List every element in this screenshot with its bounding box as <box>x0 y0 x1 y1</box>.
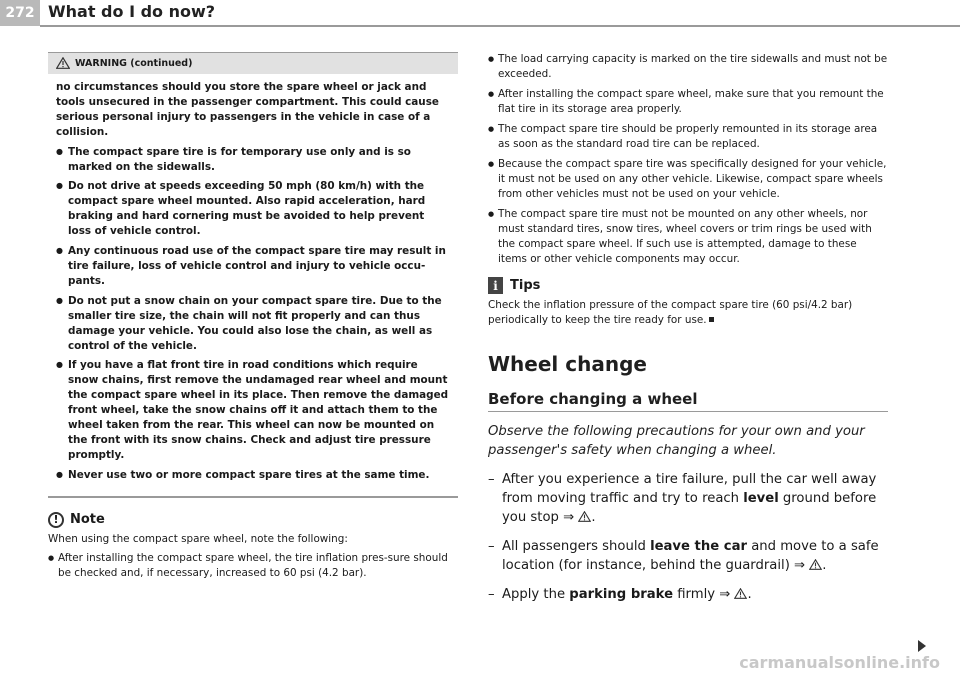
note-item: ● Because the compact spare tire was specifically designed for your vehicle, it must not be used on any other vehicle. Likewise, compact spare wheels from other vehicles must not be used on your vehicle. <box>488 157 888 202</box>
step-item: – Apply the parking brake firmly ⇒ . <box>488 585 888 604</box>
step-item: – All passengers should leave the car and move to a safe location (for instance, behind the guardrail) ⇒ . <box>488 537 888 575</box>
warning-body <box>48 74 458 483</box>
warning-item: ● Do not put a snow chain on your compact spare tire. Due to the smaller tire size, the chain will not fit properly and can thus damage your vehicle. You could also lose the chain, as well as control of the vehicle. <box>56 294 450 354</box>
tips-info-icon: i <box>488 277 503 294</box>
page-header <box>0 0 960 32</box>
warning-item: ● Do not drive at speeds exceeding 50 mph (80 km/h) with the compact spare wheel mounted. Also rapid acceleration, hard braking and hard cornering must be avoided to help prevent loss of vehicle control. <box>56 179 450 239</box>
note-heading <box>48 512 458 528</box>
tips-title: Tips <box>510 278 541 293</box>
note-intro: When using the compact spare wheel, note the following: <box>48 532 348 545</box>
note-item: ● After installing the compact spare wheel, the tire inflation pres-sure should be checked and, if necessary, increased to 60 psi (4.2 bar). <box>48 551 458 581</box>
header-rule <box>40 25 960 27</box>
note-item: ● After installing the compact spare wheel, make sure that you remount the flat tire in its storage area properly. <box>488 87 888 117</box>
next-page-arrow-icon[interactable] <box>918 640 926 652</box>
warning-list <box>56 145 450 483</box>
note-item: ● The compact spare tire must not be mounted on any other wheels, nor must standard tires, snow tires, wheel covers or trim rings be used with the compact spare wheel. If such use is attempted, damage to these items or other vehicle components may occur. <box>488 207 888 267</box>
note-title: Note <box>70 512 105 528</box>
warning-item: ● Any continuous road use of the compact spare tire may result in tire failure, loss of vehicle control and injury to vehicle occu-pants. <box>56 244 450 289</box>
page-title: What do I do now? <box>48 2 216 21</box>
end-mark-icon <box>709 317 714 322</box>
warning-item: ● If you have a flat front tire in road conditions which require snow chains, first remove the undamaged rear wheel and mount the compact spare wheel in its place. Then remove the damaged front wheel, take the snow chains off it and attach them to the wheel taken from the rear. This wheel can now be mounted on the front with its snow chains. Check and adjust tire pressure promptly. <box>56 358 450 462</box>
warning-heading <box>48 53 458 74</box>
warning-triangle-icon <box>809 559 822 570</box>
section-subtitle: Before changing a wheel <box>488 390 888 412</box>
tips-body <box>488 298 888 328</box>
note-item: ● The load carrying capacity is marked on the tire sidewalls and must not be exceeded. <box>488 52 888 82</box>
warning-box <box>48 52 458 498</box>
note-list-right <box>488 52 888 267</box>
note-circle-icon: ! <box>48 512 64 528</box>
note-item: ● The compact spare tire should be properly remounted in its storage area as soon as the standard road tire can be replaced. <box>488 122 888 152</box>
warning-item: ● The compact spare tire is for temporary use only and is so marked on the sidewalls. <box>56 145 450 175</box>
left-column <box>48 52 458 586</box>
tips-text: Check the inflation pressure of the compact spare tire (60 psi/4.2 bar) periodically to keep the tire ready for use. <box>488 299 853 326</box>
watermark: carmanualsonline.info <box>739 653 940 672</box>
warning-triangle-icon <box>578 511 591 522</box>
tips-heading <box>488 277 888 294</box>
warning-triangle-icon <box>56 57 70 69</box>
warning-item: ● Never use two or more compact spare tires at the same time. <box>56 468 450 483</box>
step-list <box>488 470 888 604</box>
section-lead: Observe the following precautions for your own and your passenger's safety when changing a wheel. <box>488 424 865 458</box>
warning-triangle-icon <box>734 588 747 599</box>
note-list-left <box>48 551 458 581</box>
note-body <box>48 532 458 581</box>
warning-heading-text: WARNING (continued) <box>75 57 193 69</box>
section-title: Wheel change <box>488 352 647 376</box>
note-body-continued <box>488 52 888 267</box>
warning-intro: no circumstances should you store the spare wheel or jack and tools unsecured in the passenger compartment. This could cause serious personal injury to passengers in the vehicle in case of a collision. <box>56 81 439 138</box>
right-column <box>488 52 888 614</box>
step-item: – After you experience a tire failure, pull the car well away from moving traffic and try to reach level ground before you stop ⇒ . <box>488 470 888 527</box>
page-number: 272 <box>0 0 40 26</box>
